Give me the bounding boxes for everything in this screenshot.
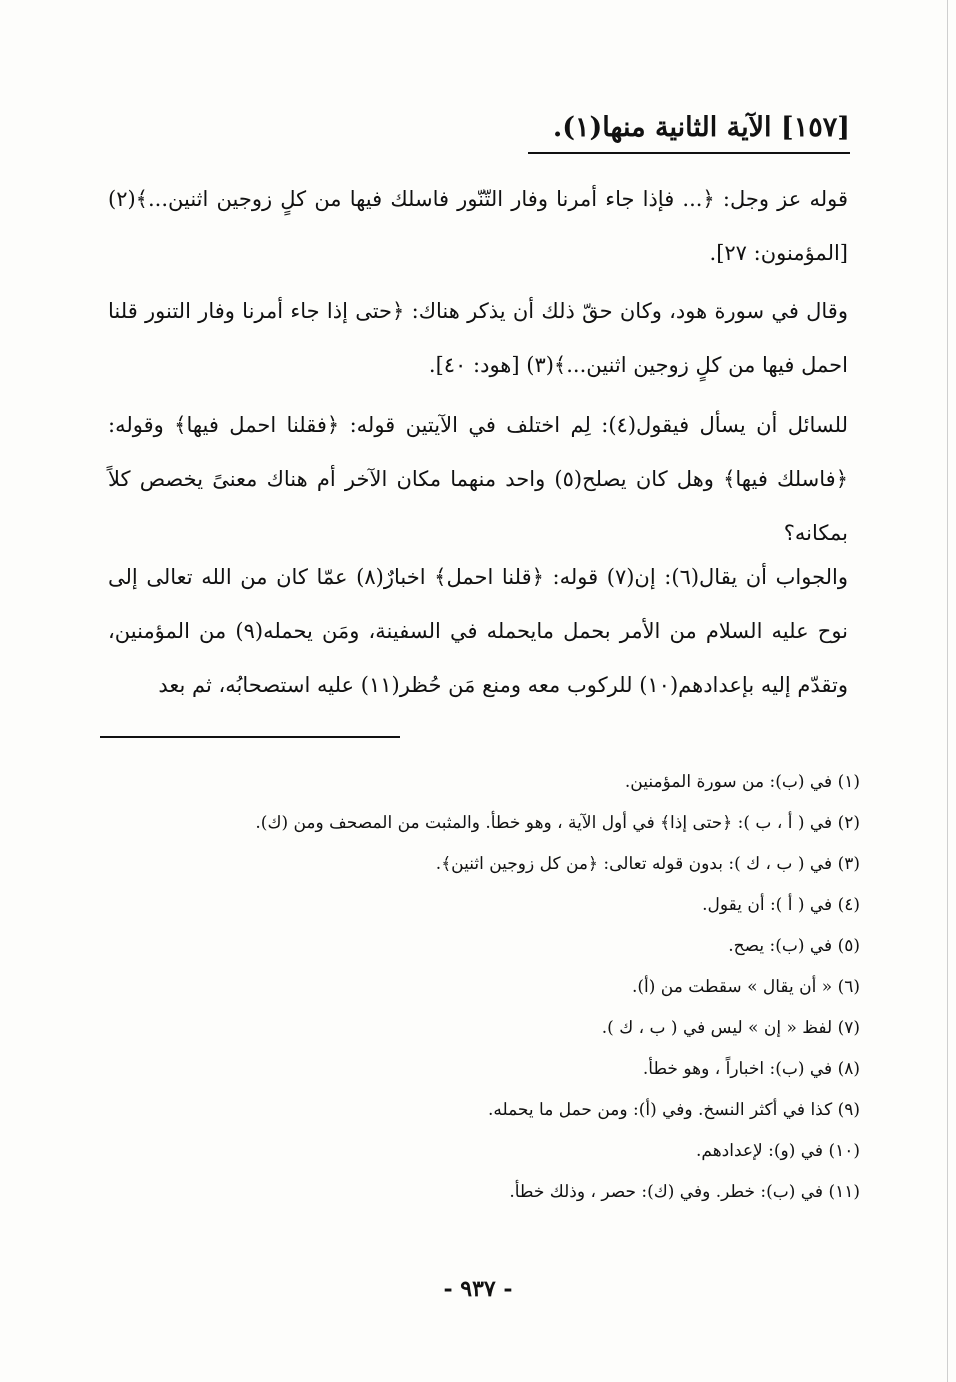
page-number: - ٩٣٧ - <box>443 1276 513 1302</box>
footnote-item: (١٠) في (و): لإعدادهم. <box>696 1141 860 1161</box>
paragraph-verse-hud: وقال في سورة هود، وكان حقّ ذلك أن يذكر هناك: ﴿حتى إذا جاء أمرنا وفار التنور قلنا احمل فيها من كلٍ زوجين اثنين...﴾(٣) [هود: ٤٠]. <box>108 299 848 377</box>
footnote-item: (٩) كذا في أكثر النسخ. وفي (أ): ومن حمل ما يحمله. <box>487 1100 860 1120</box>
section-heading: [١٥٧] الآية الثانية منها(١). <box>552 112 850 143</box>
footnote-item: (٨) في (ب): اخباراً ، وهو خطأ. <box>642 1059 860 1079</box>
footnotes <box>100 762 860 1213</box>
footnote-item: (٧) لفظ « إن » ليس في ( ب ، ك ). <box>601 1018 860 1038</box>
footnote-item: (٤) في ( أ ): أن يقول. <box>702 895 860 915</box>
footnote-item: (٥) في (ب): يصح. <box>728 936 860 956</box>
heading-underline <box>528 152 850 154</box>
footnote-item: (١) في (ب): من سورة المؤمنين. <box>624 772 860 792</box>
footnote-separator <box>100 736 400 738</box>
footnote-item: (٢) في ( أ ، ب ): ﴿حتى إذا﴾ في أول الآية ، وهو خطأ. والمثبت من المصحف ومن (ك). <box>255 813 860 833</box>
paragraph-verse-muminun: قوله عز وجل: ﴿... فإذا جاء أمرنا وفار التّنّور فاسلك فيها من كلٍ زوجين اثنين...﴾(٢) [المؤمنون: ٢٧]. <box>108 187 848 265</box>
footnote-item: (٦) « أن يقال » سقطت من (أ). <box>631 977 860 997</box>
paragraph-answer: والجواب أن يقال(٦): إن(٧) قوله: ﴿قلنا احمل﴾ اخبارٌ(٨) عمّا كان من الله تعالى إلى نوح عليه السلام من الأمر بحمل مايحمله في السفينة، ومَن يحمله(٩) من المؤمنين، وتقدّم إليه بإعدادهم(١٠) للركوب معه ومنع مَن حُظر(١١) عليه استصحابُه، ثم بعد <box>108 565 849 697</box>
page-edge-line <box>947 0 948 1382</box>
paragraph-question: للسائل أن يسأل فيقول(٤): لِم اختلف في الآيتين قوله: ﴿فقلنا احمل فيها﴾ وقوله: ﴿فاسلك فيها﴾ وهل كان يصلح(٥) واحد منهما مكان الآخر أم هناك معنىً يخصص كلاً بمكانه؟ <box>108 413 849 545</box>
footnote-item: (٣) في ( ب ، ك ): بدون قوله تعالى: ﴿من كل زوجين اثنين﴾. <box>435 854 860 874</box>
footnote-item: (١١) في (ب): خطر. وفي (ك): حصر ، وذلك خطأ. <box>509 1182 860 1202</box>
